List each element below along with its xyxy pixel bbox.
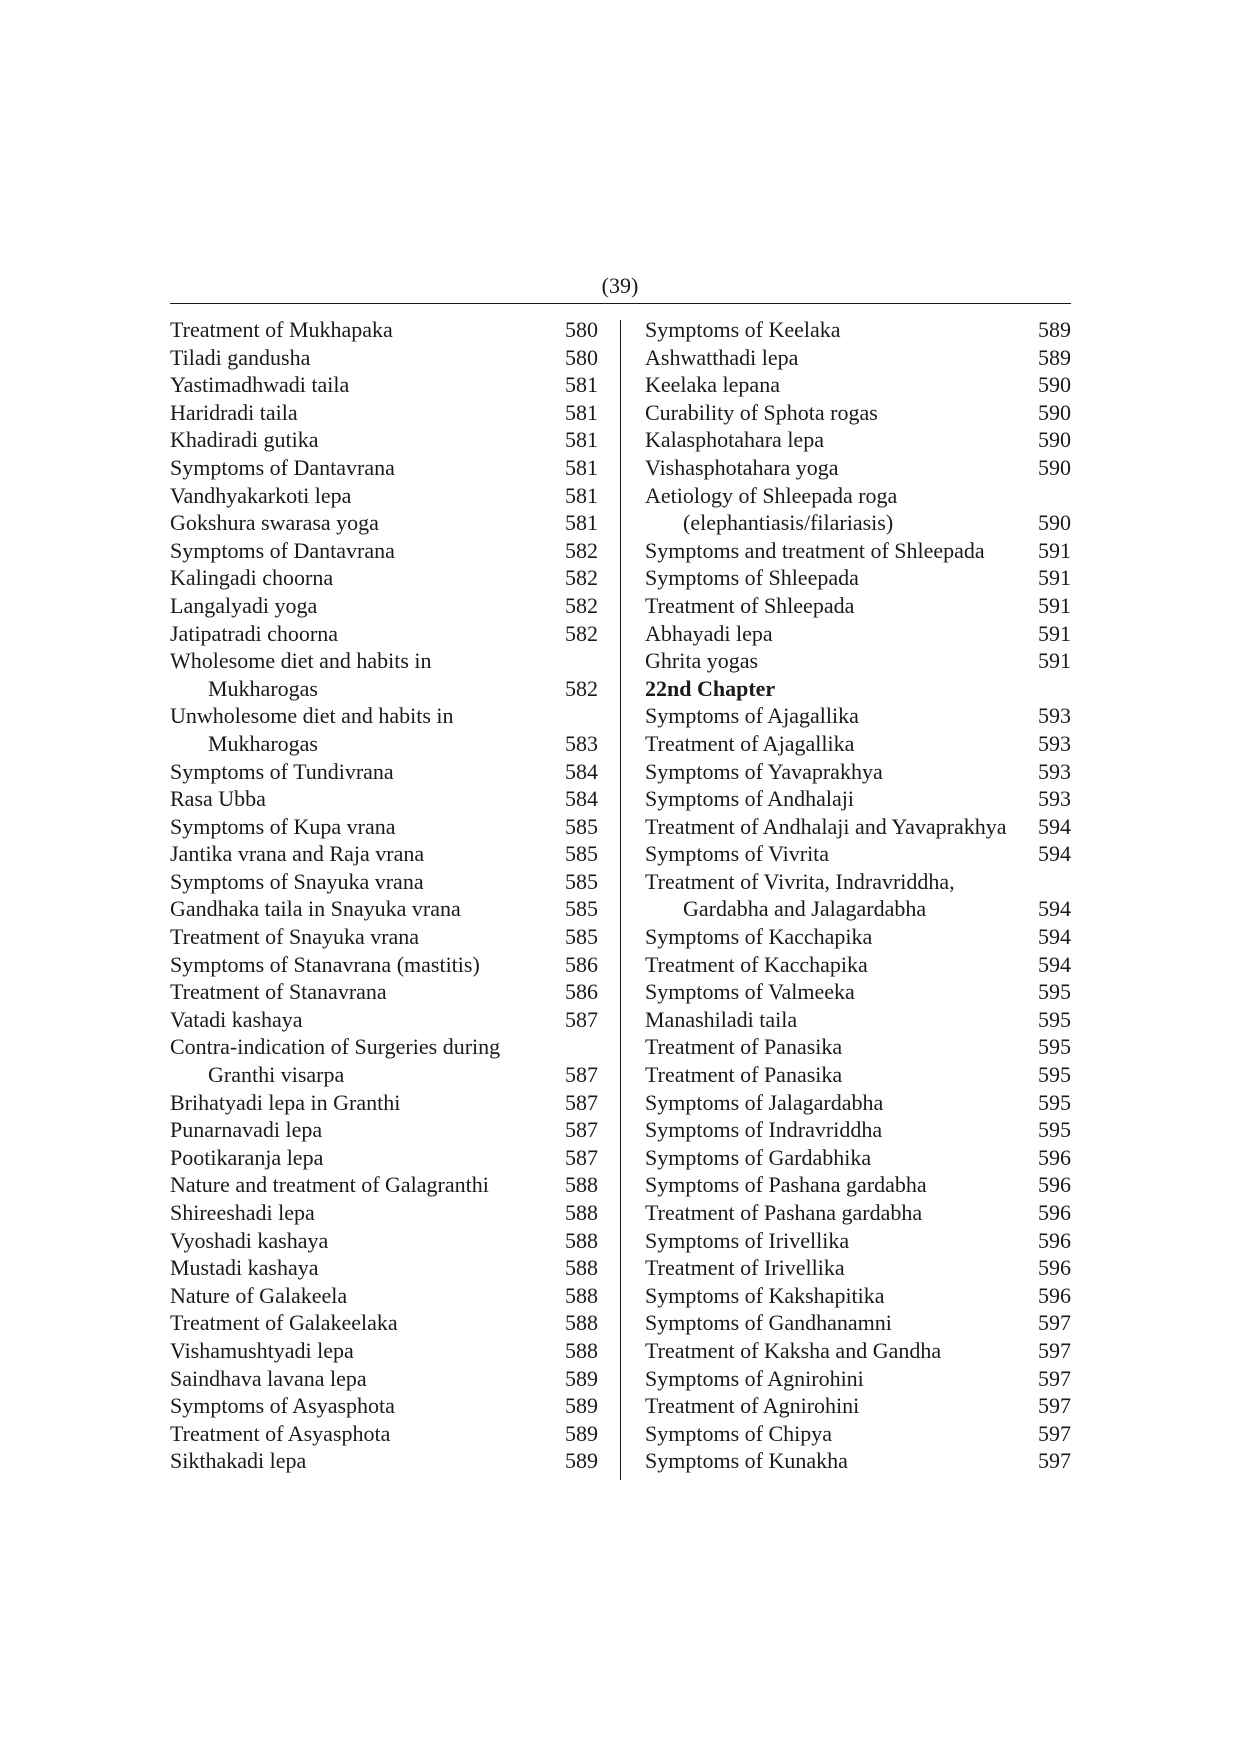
toc-entry-page: 585 <box>565 813 598 839</box>
toc-entry-page: 591 <box>1038 592 1071 618</box>
toc-entry-page: 583 <box>565 730 598 756</box>
toc-entry-page: 582 <box>565 675 598 701</box>
toc-entry <box>170 1420 598 1448</box>
toc-entry-title: Punarnavadi lepa <box>170 1117 323 1143</box>
toc-entry <box>645 426 1071 454</box>
toc-left-column <box>170 316 598 1475</box>
toc-entry-title: Symptoms of Ajagallika <box>645 703 859 729</box>
toc-entry-page: 584 <box>565 786 598 812</box>
toc-entry-title: Symptoms of Dantavrana <box>170 454 395 480</box>
toc-entry-title: Mukharogas <box>208 730 318 756</box>
toc-entry <box>645 1337 1071 1365</box>
toc-entry-page: 586 <box>565 951 598 977</box>
toc-entry-title: Contra-indication of Surgeries during <box>170 1034 501 1060</box>
toc-entry <box>645 1144 1071 1172</box>
toc-entry-page: 582 <box>565 537 598 563</box>
toc-entry <box>645 978 1071 1006</box>
toc-entry <box>645 1227 1071 1255</box>
toc-entry-page: 597 <box>1038 1365 1071 1391</box>
toc-entry-title: Jantika vrana and Raja vrana <box>170 841 425 867</box>
toc-entry-page: 585 <box>565 896 598 922</box>
toc-entry-title: Treatment of Panasika <box>645 1062 843 1088</box>
toc-entry-title: Pootikaranja lepa <box>170 1144 324 1170</box>
toc-entry-title: Unwholesome diet and habits in <box>170 703 454 729</box>
toc-entry-title: Treatment of Panasika <box>645 1034 843 1060</box>
toc-entry-title: Treatment of Agnirohini <box>645 1393 860 1419</box>
toc-entry-page: 595 <box>1038 979 1071 1005</box>
toc-entry-page: 595 <box>1038 1089 1071 1115</box>
toc-entry-page: 584 <box>565 758 598 784</box>
toc-entry <box>170 813 598 841</box>
toc-entry-page: 594 <box>1038 841 1071 867</box>
toc-entry <box>170 620 598 648</box>
toc-right-column <box>645 316 1071 1475</box>
toc-entry-page: 589 <box>1038 317 1071 342</box>
toc-entry-title: Symptoms of Indravriddha <box>645 1117 883 1143</box>
toc-entry-title: Khadiradi gutika <box>170 427 319 453</box>
toc-entry <box>645 537 1071 565</box>
toc-entry <box>645 785 1071 813</box>
toc-entry <box>170 344 598 372</box>
toc-entry <box>170 592 598 620</box>
toc-entry-title: Treatment of Snayuka vrana <box>170 924 420 950</box>
toc-entry-title: Vyoshadi kashaya <box>170 1227 329 1253</box>
toc-entry-page: 585 <box>565 868 598 894</box>
toc-entry <box>645 951 1071 979</box>
toc-entry-page: 595 <box>1038 1062 1071 1088</box>
toc-entry-page: 582 <box>565 565 598 591</box>
toc-entry-title: Treatment of Pashana gardabha <box>645 1200 923 1225</box>
toc-entry-title: Nature of Galakeela <box>170 1282 348 1308</box>
toc-entry <box>170 1447 598 1475</box>
toc-entry <box>170 454 598 482</box>
toc-entry-title: Symptoms of Pashana gardabha <box>645 1172 927 1198</box>
toc-entry-title: Granthi visarpa <box>208 1062 345 1088</box>
toc-entry-page: 581 <box>565 427 598 453</box>
toc-entry <box>170 758 598 786</box>
toc-entry-page: 596 <box>1038 1282 1071 1308</box>
toc-entry <box>170 702 598 730</box>
toc-entry-page: 596 <box>1038 1255 1071 1281</box>
toc-entry-title: Treatment of Andhalaji and Yavaprakhya <box>645 813 1007 839</box>
toc-entry <box>645 371 1071 399</box>
chapter-heading-row <box>645 675 1071 703</box>
toc-entry <box>170 1337 598 1365</box>
toc-entry-page: 587 <box>565 1006 598 1032</box>
toc-entry-page: 586 <box>565 979 598 1005</box>
toc-entry-page: 587 <box>565 1144 598 1170</box>
toc-entry <box>645 923 1071 951</box>
toc-entry <box>645 454 1071 482</box>
toc-entry-page: 587 <box>565 1062 598 1088</box>
toc-entry-page: 596 <box>1038 1172 1071 1198</box>
toc-entry-page: 596 <box>1038 1200 1071 1225</box>
toc-entry <box>645 1282 1071 1310</box>
toc-entry-page: 595 <box>1038 1117 1071 1143</box>
toc-entry-title: Symptoms of Yavaprakhya <box>645 758 883 784</box>
toc-entry <box>170 537 598 565</box>
toc-entry-title: Kalasphotahara lepa <box>645 427 824 453</box>
toc-entry <box>645 482 1071 510</box>
toc-entry <box>170 1006 598 1034</box>
toc-entry <box>645 702 1071 730</box>
toc-entry <box>170 1365 598 1393</box>
toc-entry-page: 590 <box>1038 510 1071 536</box>
toc-entry <box>170 1089 598 1117</box>
toc-entry-page: 588 <box>565 1255 598 1281</box>
toc-entry <box>645 1365 1071 1393</box>
toc-entry <box>170 1061 598 1089</box>
toc-entry-title: Treatment of Kacchapika <box>645 951 868 977</box>
toc-entry <box>170 1227 598 1255</box>
toc-entry <box>645 895 1071 923</box>
toc-entry <box>645 509 1071 537</box>
toc-entry-page: 581 <box>565 454 598 480</box>
toc-entry-page: 596 <box>1038 1144 1071 1170</box>
toc-entry <box>170 1392 598 1420</box>
toc-entry <box>645 1254 1071 1282</box>
toc-entry-title: Jatipatradi choorna <box>170 620 338 646</box>
toc-entry-page: 595 <box>1038 1034 1071 1060</box>
header-rule <box>170 303 1071 304</box>
toc-entry <box>645 592 1071 620</box>
toc-entry-title: Mustadi kashaya <box>170 1255 319 1281</box>
toc-entry-page: 591 <box>1038 565 1071 591</box>
toc-entry-title: Treatment of Kaksha and Gandha <box>645 1337 942 1363</box>
toc-entry-title: Wholesome diet and habits in <box>170 648 432 674</box>
toc-entry-title: Curability of Sphota rogas <box>645 399 878 425</box>
toc-entry-page: 590 <box>1038 372 1071 398</box>
toc-entry <box>170 1199 598 1227</box>
toc-entry-title: Treatment of Shleepada <box>645 592 855 618</box>
toc-entry <box>170 1171 598 1199</box>
toc-entry-page: 590 <box>1038 427 1071 453</box>
toc-entry-page: 581 <box>565 482 598 508</box>
toc-entry <box>170 1282 598 1310</box>
page-number: (39) <box>601 273 639 298</box>
toc-entry-page: 594 <box>1038 924 1071 950</box>
toc-entry-title: Treatment of Vivrita, Indravriddha, <box>645 868 955 894</box>
toc-entry-page: 588 <box>565 1282 598 1308</box>
toc-entry-page: 589 <box>565 1393 598 1419</box>
toc-entry-title: Langalyadi yoga <box>170 592 318 618</box>
toc-entry <box>170 316 598 344</box>
toc-entry-page: 597 <box>1038 1393 1071 1419</box>
toc-entry-title: Symptoms of Andhalaji <box>645 786 854 812</box>
toc-entry-page: 588 <box>565 1310 598 1336</box>
toc-entry-title: Symptoms and treatment of Shleepada <box>645 537 985 563</box>
toc-entry-page: 589 <box>1038 344 1071 370</box>
toc-entry-page: 590 <box>1038 399 1071 425</box>
toc-entry <box>645 344 1071 372</box>
toc-entry-page: 580 <box>565 344 598 370</box>
toc-entry <box>170 923 598 951</box>
toc-entry <box>170 868 598 896</box>
toc-entry <box>170 1254 598 1282</box>
toc-entry <box>170 371 598 399</box>
toc-entry <box>645 620 1071 648</box>
toc-entry-page: 596 <box>1038 1227 1071 1253</box>
toc-entry <box>645 316 1071 344</box>
toc-entry-title: Abhayadi lepa <box>645 620 773 646</box>
toc-entry <box>170 951 598 979</box>
toc-entry-page: 594 <box>1038 896 1071 922</box>
toc-entry-page: 588 <box>565 1172 598 1198</box>
toc-entry-title: Haridradi taila <box>170 399 298 425</box>
toc-entry-title: Symptoms of Gardabhika <box>645 1144 872 1170</box>
toc-entry-title: Keelaka lepana <box>645 372 780 398</box>
toc-entry-title: Symptoms of Gandhanamni <box>645 1310 892 1336</box>
toc-entry-title: Treatment of Ajagallika <box>645 730 855 756</box>
toc-entry-page: 588 <box>565 1200 598 1225</box>
toc-entry-page: 593 <box>1038 758 1071 784</box>
toc-entry-title: Ghrita yogas <box>645 648 759 674</box>
toc-entry-title: Symptoms of Kunakha <box>645 1448 848 1474</box>
toc-entry-page: 589 <box>565 1420 598 1446</box>
toc-entry-page: 581 <box>565 399 598 425</box>
toc-entry-page: 594 <box>1038 951 1071 977</box>
toc-entry-title: Symptoms of Kupa vrana <box>170 813 396 839</box>
toc-entry-page: 585 <box>565 841 598 867</box>
toc-entry-title: Symptoms of Keelaka <box>645 317 841 342</box>
toc-entry-title: Symptoms of Valmeeka <box>645 979 855 1005</box>
toc-entry-page: 580 <box>565 317 598 342</box>
toc-entry <box>645 1033 1071 1061</box>
toc-entry-page: 593 <box>1038 730 1071 756</box>
toc-entry-page: 595 <box>1038 1006 1071 1032</box>
toc-entry <box>170 1144 598 1172</box>
toc-entry-title: Brihatyadi lepa in Granthi <box>170 1089 401 1115</box>
toc-entry <box>170 1116 598 1144</box>
toc-entry-title: Kalingadi choorna <box>170 565 334 591</box>
toc-entry <box>170 482 598 510</box>
toc-entry <box>645 1171 1071 1199</box>
toc-entry-title: Symptoms of Tundivrana <box>170 758 394 784</box>
toc-entry-title: Treatment of Irivellika <box>645 1255 845 1281</box>
toc-entry-page: 582 <box>565 592 598 618</box>
toc-entry-title: Nature and treatment of Galagranthi <box>170 1172 489 1198</box>
toc-entry-title: Yastimadhwadi taila <box>170 372 350 398</box>
column-divider <box>620 320 621 1480</box>
toc-entry-page: 588 <box>565 1337 598 1363</box>
toc-entry-page: 587 <box>565 1117 598 1143</box>
toc-entry-page: 597 <box>1038 1448 1071 1474</box>
toc-entry <box>170 840 598 868</box>
toc-entry <box>645 647 1071 675</box>
toc-entry-page: 591 <box>1038 620 1071 646</box>
toc-entry-title: Tiladi gandusha <box>170 344 311 370</box>
toc-entry <box>645 1447 1071 1475</box>
toc-entry <box>170 675 598 703</box>
toc-entry-page: 593 <box>1038 786 1071 812</box>
toc-entry-title: Treatment of Galakeelaka <box>170 1310 398 1336</box>
toc-entry <box>645 840 1071 868</box>
toc-entry-page: 587 <box>565 1089 598 1115</box>
toc-entry-page: 585 <box>565 924 598 950</box>
toc-entry-title: Gardabha and Jalagardabha <box>683 896 927 922</box>
toc-entry <box>170 564 598 592</box>
toc-entry <box>645 1116 1071 1144</box>
toc-entry-title: Symptoms of Dantavrana <box>170 537 395 563</box>
toc-entry <box>170 1309 598 1337</box>
toc-entry <box>170 785 598 813</box>
toc-entry-title: Symptoms of Shleepada <box>645 565 859 591</box>
toc-entry <box>170 399 598 427</box>
toc-entry-title: Shireeshadi lepa <box>170 1200 315 1225</box>
toc-entry <box>170 730 598 758</box>
toc-entry <box>645 399 1071 427</box>
toc-entry-title: Vandhyakarkoti lepa <box>170 482 352 508</box>
toc-entry-title: Symptoms of Kacchapika <box>645 924 873 950</box>
chapter-heading: 22nd Chapter <box>645 675 776 701</box>
toc-entry-title: (elephantiasis/filariasis) <box>683 510 894 536</box>
toc-entry-title: Symptoms of Irivellika <box>645 1227 850 1253</box>
toc-entry <box>645 1089 1071 1117</box>
toc-entry-title: Rasa Ubba <box>170 786 266 812</box>
toc-entry-title: Manashiladi taila <box>645 1006 798 1032</box>
toc-entry <box>645 813 1071 841</box>
toc-entry <box>170 895 598 923</box>
toc-entry-title: Vishamushtyadi lepa <box>170 1337 354 1363</box>
toc-entry <box>170 426 598 454</box>
toc-entry-page: 581 <box>565 372 598 398</box>
toc-entry <box>170 647 598 675</box>
toc-entry <box>645 1392 1071 1420</box>
toc-entry-title: Gokshura swarasa yoga <box>170 510 379 536</box>
toc-entry-title: Treatment of Mukhapaka <box>170 317 393 342</box>
toc-entry-page: 591 <box>1038 648 1071 674</box>
toc-entry <box>645 730 1071 758</box>
toc-entry-title: Vishasphotahara yoga <box>645 454 839 480</box>
toc-entry-title: Treatment of Asyasphota <box>170 1420 391 1446</box>
toc-entry-title: Symptoms of Kakshapitika <box>645 1282 885 1308</box>
toc-entry-title: Saindhava lavana lepa <box>170 1365 367 1391</box>
toc-entry-title: Symptoms of Snayuka vrana <box>170 868 424 894</box>
toc-entry-page: 589 <box>565 1365 598 1391</box>
toc-entry-title: Vatadi kashaya <box>170 1006 303 1032</box>
toc-entry-title: Symptoms of Agnirohini <box>645 1365 864 1391</box>
toc-entry <box>645 1199 1071 1227</box>
toc-entry <box>645 1061 1071 1089</box>
toc-entry <box>645 1006 1071 1034</box>
toc-entry-title: Mukharogas <box>208 675 318 701</box>
toc-entry <box>645 758 1071 786</box>
toc-entry-title: Sikthakadi lepa <box>170 1448 307 1474</box>
toc-entry <box>170 978 598 1006</box>
toc-entry-page: 593 <box>1038 703 1071 729</box>
toc-entry <box>645 868 1071 896</box>
toc-entry-title: Symptoms of Asyasphota <box>170 1393 395 1419</box>
toc-entry-page: 594 <box>1038 813 1071 839</box>
toc-entry-page: 591 <box>1038 537 1071 563</box>
toc-entry-page: 588 <box>565 1227 598 1253</box>
toc-entry-page: 582 <box>565 620 598 646</box>
toc-entry <box>645 1420 1071 1448</box>
toc-entry <box>645 564 1071 592</box>
toc-entry-title: Symptoms of Jalagardabha <box>645 1089 884 1115</box>
toc-entry <box>170 1033 598 1061</box>
toc-entry-page: 581 <box>565 510 598 536</box>
toc-entry-page: 597 <box>1038 1337 1071 1363</box>
toc-entry-page: 589 <box>565 1448 598 1474</box>
toc-entry-title: Treatment of Stanavrana <box>170 979 387 1005</box>
toc-entry <box>170 509 598 537</box>
toc-entry-page: 597 <box>1038 1420 1071 1446</box>
toc-entry-title: Symptoms of Chipya <box>645 1420 833 1446</box>
toc-entry-title: Aetiology of Shleepada roga <box>645 482 898 508</box>
toc-entry-page: 590 <box>1038 454 1071 480</box>
toc-entry-page: 597 <box>1038 1310 1071 1336</box>
toc-entry-title: Gandhaka taila in Snayuka vrana <box>170 896 461 922</box>
toc-entry-title: Ashwatthadi lepa <box>645 344 799 370</box>
toc-entry-title: Symptoms of Stanavrana (mastitis) <box>170 951 480 977</box>
toc-entry-title: Symptoms of Vivrita <box>645 841 830 867</box>
toc-entry <box>645 1309 1071 1337</box>
